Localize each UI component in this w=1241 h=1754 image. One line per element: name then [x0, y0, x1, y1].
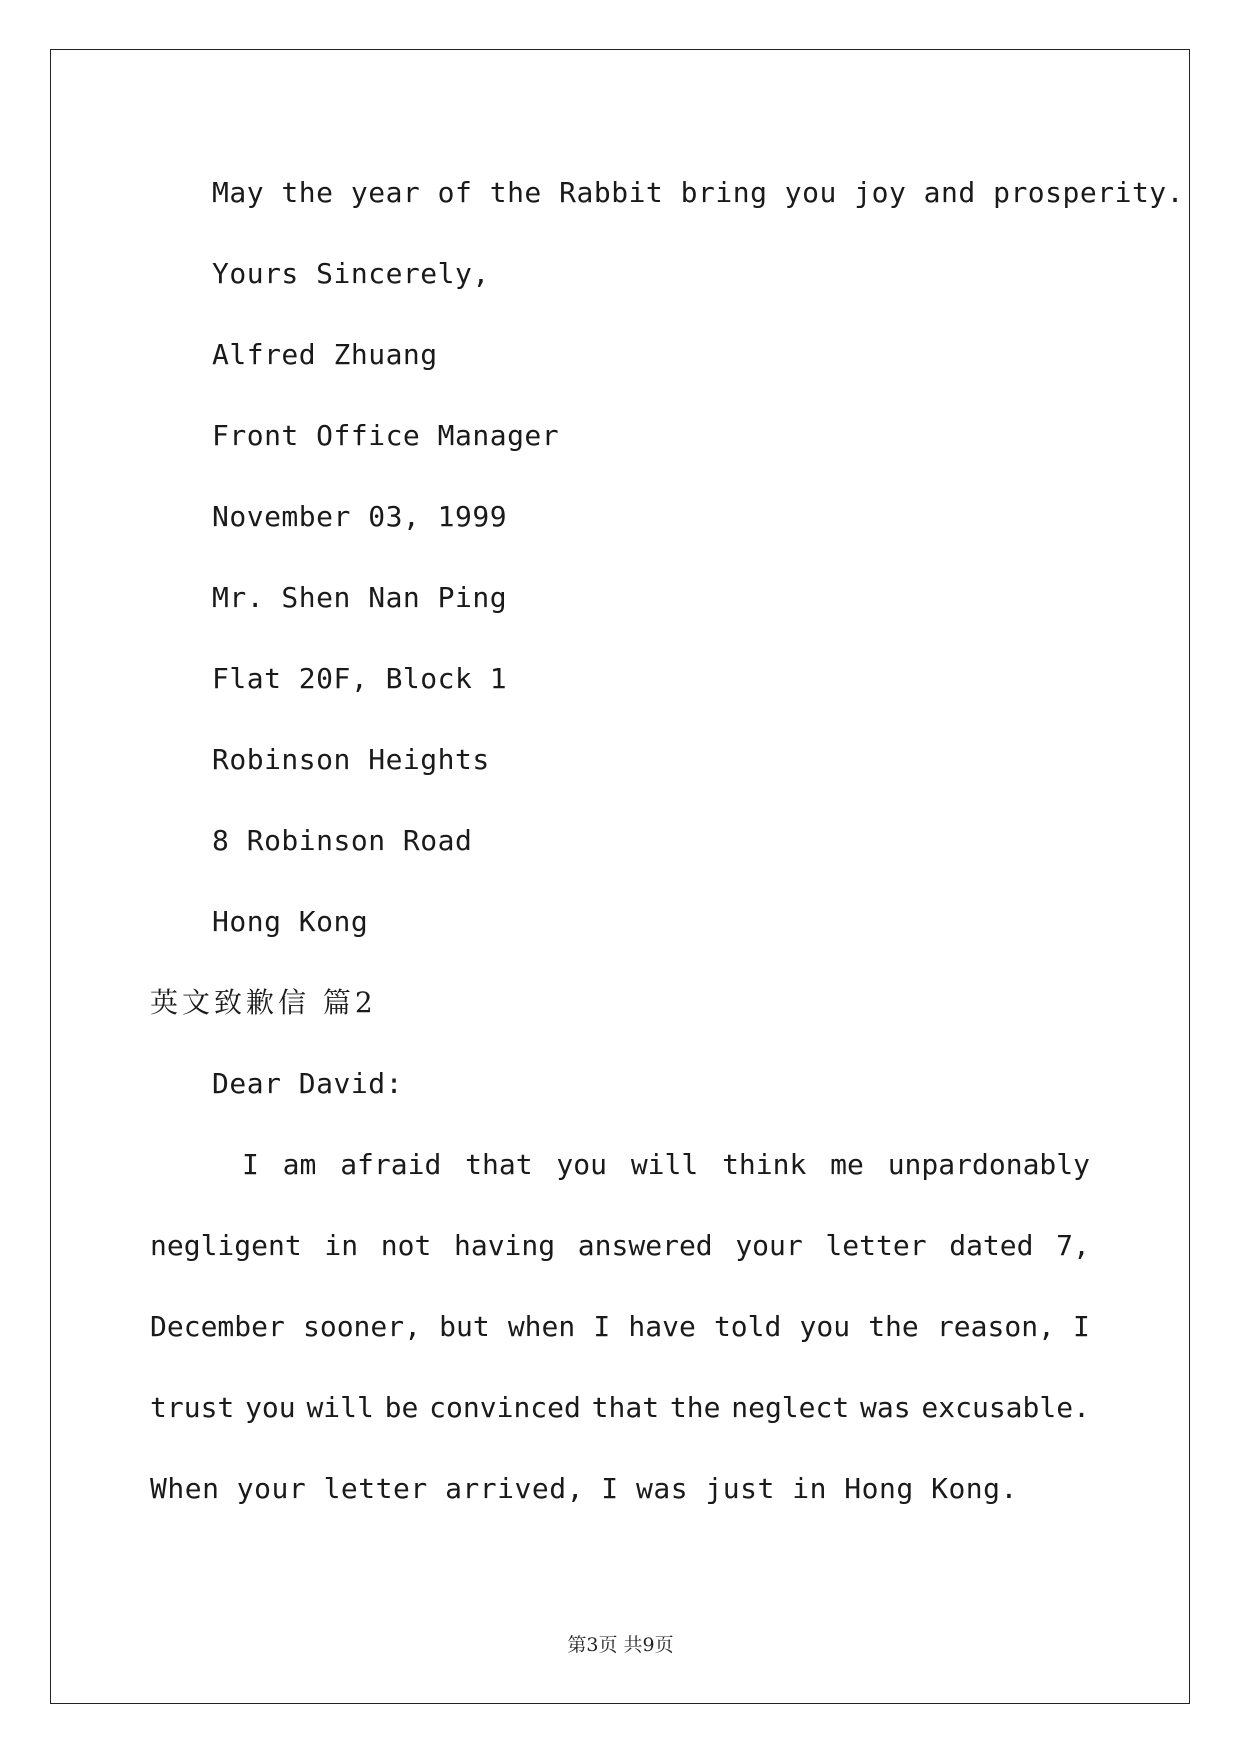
body-word: I — [242, 1148, 259, 1181]
body-word: dated — [949, 1229, 1034, 1262]
body-word: letter — [825, 1229, 927, 1262]
recipient-name: Mr. Shen Nan Ping — [212, 581, 508, 614]
body-word: was — [860, 1391, 911, 1424]
body-word: having — [453, 1229, 556, 1262]
body-word: in — [324, 1229, 359, 1262]
body-word: I — [593, 1310, 611, 1343]
recipient-address-line-1: Flat 20F, Block 1 — [212, 662, 508, 695]
body-word: told — [713, 1310, 782, 1343]
body-line-1 — [242, 1148, 1090, 1182]
body-line-2 — [150, 1229, 1090, 1263]
body-word: your — [735, 1229, 803, 1262]
body-line-5: When your letter arrived, I was just in Hong Kong. — [150, 1472, 1018, 1505]
body-word: be — [384, 1391, 419, 1424]
recipient-address-line-2: Robinson Heights — [212, 743, 490, 776]
body-word: excusable. — [921, 1391, 1090, 1424]
body-word: you — [245, 1391, 296, 1424]
body-word: think — [722, 1148, 807, 1181]
signer-title: Front Office Manager — [212, 419, 560, 452]
body-word: neglect — [731, 1391, 850, 1424]
body-word: I — [1073, 1310, 1090, 1343]
closing-wish: May the year of the Rabbit bring you joy and prosperity. — [212, 176, 1185, 209]
body-word: have — [628, 1310, 696, 1343]
body-word: reason, — [936, 1310, 1055, 1343]
signer-name: Alfred Zhuang — [212, 338, 438, 371]
page-border — [50, 49, 1190, 1704]
body-word: answered — [577, 1229, 713, 1262]
recipient-address-line-4: Hong Kong — [212, 905, 369, 938]
body-word: that — [591, 1391, 660, 1424]
body-word: but — [439, 1310, 490, 1343]
section-heading: 英文致歉信 篇2 — [150, 986, 377, 1019]
body-word: me — [830, 1148, 864, 1181]
body-word: afraid — [340, 1148, 442, 1181]
body-word: unpardonably — [887, 1148, 1090, 1181]
body-word: will — [306, 1391, 374, 1424]
body-word: am — [282, 1148, 317, 1181]
salutation: Dear David: — [212, 1067, 403, 1100]
body-word: the — [868, 1310, 919, 1343]
body-word: you — [799, 1310, 851, 1343]
body-word: December — [150, 1310, 285, 1343]
valediction: Yours Sincerely, — [212, 257, 490, 290]
body-word: will — [630, 1148, 699, 1181]
body-word: sooner, — [302, 1310, 421, 1343]
body-word: negligent — [150, 1229, 302, 1262]
body-line-4 — [150, 1391, 1090, 1425]
letter-date: November 03, 1999 — [212, 500, 508, 533]
page-footer: 第3页 共9页 — [567, 1634, 674, 1656]
body-word: convinced — [429, 1391, 581, 1424]
body-word: the — [669, 1391, 721, 1424]
body-word: trust — [150, 1391, 235, 1424]
recipient-address-line-3: 8 Robinson Road — [212, 824, 473, 857]
body-word: you — [556, 1148, 607, 1181]
body-word: 7, — [1056, 1229, 1090, 1262]
body-word: not — [380, 1229, 432, 1262]
body-word: when — [507, 1310, 576, 1343]
body-word: that — [465, 1148, 533, 1181]
body-line-3 — [150, 1310, 1090, 1344]
